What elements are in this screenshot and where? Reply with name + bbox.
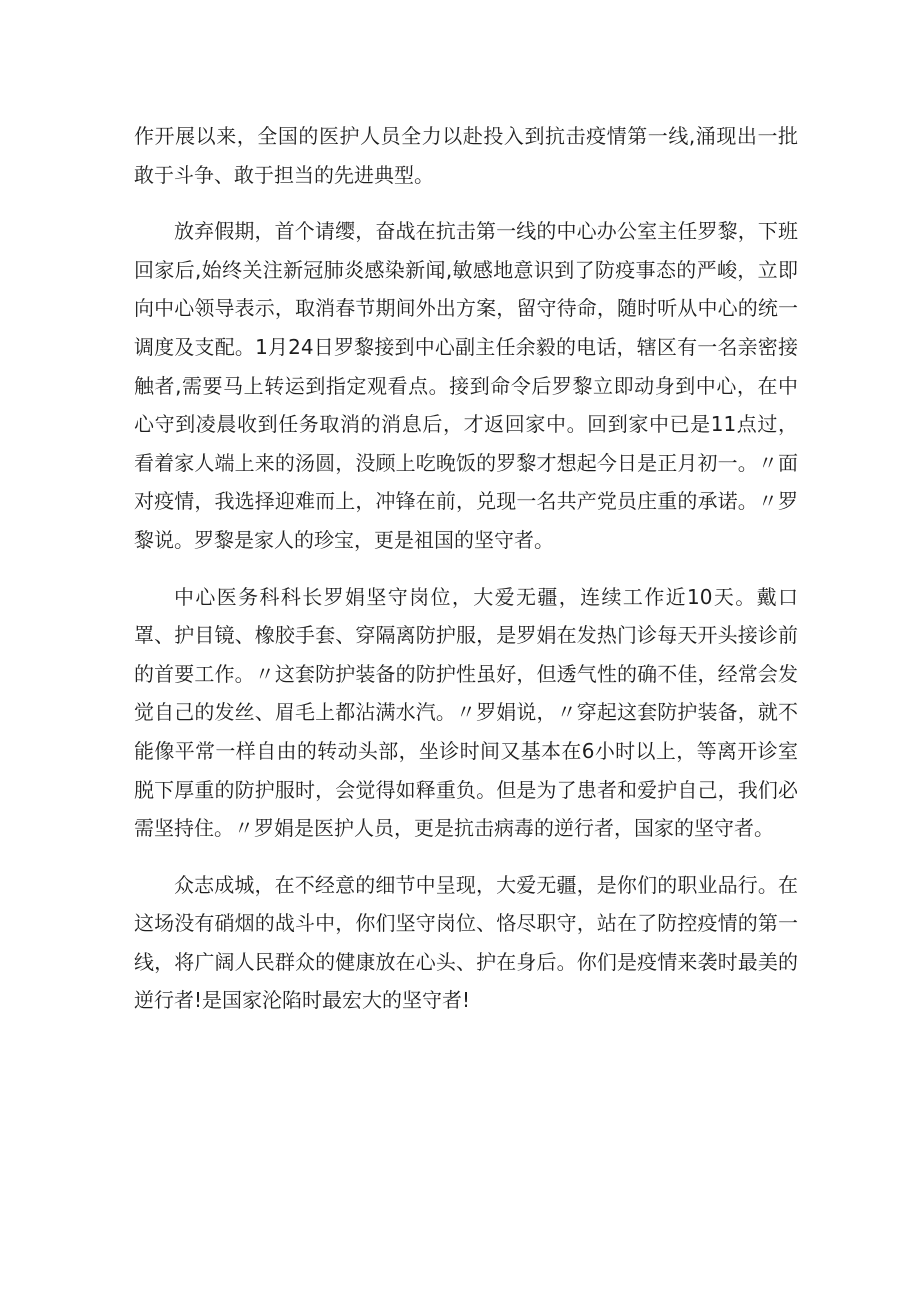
paragraph-continuation: 作开展以来，全国的医护人员全力以赴投入到抗击疫情第一线,涌现出一批敢于斗争、敢于担当的先进典型。 <box>134 124 798 187</box>
paragraph-luo-li: 放弃假期，首个请缨，奋战在抗击第一线的中心办公室主任罗黎，下班回家后,始终关注新冠肺炎感染新闻,敏感地意识到了防疫事态的严峻，立即向中心领导表示，取消春节期间外出方案，留守待命，随时听从中心的统一调度及支配。1月24日罗黎接到中心副主任余毅的电话，辖区有一名亲密接触者,需要马上转运到指定观看点。接到命令后罗黎立即动身到中心，在中心守到凌晨收到任务取消的消息后，才返回家中。回到家中已是11点过，看着家人端上来的汤圆，没顾上吃晚饭的罗黎才想起今日是正月初一。〃面对疫情，我选择迎难而上，冲锋在前，兑现一名共产党员庄重的承诺。〃罗黎说。罗黎是家人的珍宝，更是祖国的坚守者。 <box>134 219 798 552</box>
paragraph-conclusion: 众志成城，在不经意的细节中呈现，大爱无疆，是你们的职业品行。在这场没有硝烟的战斗中，你们坚守岗位、恪尽职守，站在了防控疫情的第一线，将广阔人民群众的健康放在心头、护在身后。你们是疫情来袭时最美的逆行者!是国家沦陷时最宏大的坚守者! <box>134 872 798 1013</box>
body-text <box>134 117 798 1020</box>
paragraph-luo-juan: 中心医务科科长罗娟坚守岗位，大爱无疆，连续工作近10天。戴口罩、护目镜、橡胶手套、穿隔离防护服，是罗娟在发热门诊每天开头接诊前的首要工作。〃这套防护装备的防护性虽好，但透气性的确不佳，经常会发觉自己的发丝、眉毛上都沾满水汽。〃罗娟说，〃穿起这套防护装备，就不能像平常一样自由的转动头部，坐诊时间又基本在6小时以上，等离开诊室脱下厚重的防护服时，会觉得如释重负。但是为了患者和爱护自己，我们必需坚持住。〃罗娟是医护人员，更是抗击病毒的逆行者，国家的坚守者。 <box>134 584 798 841</box>
